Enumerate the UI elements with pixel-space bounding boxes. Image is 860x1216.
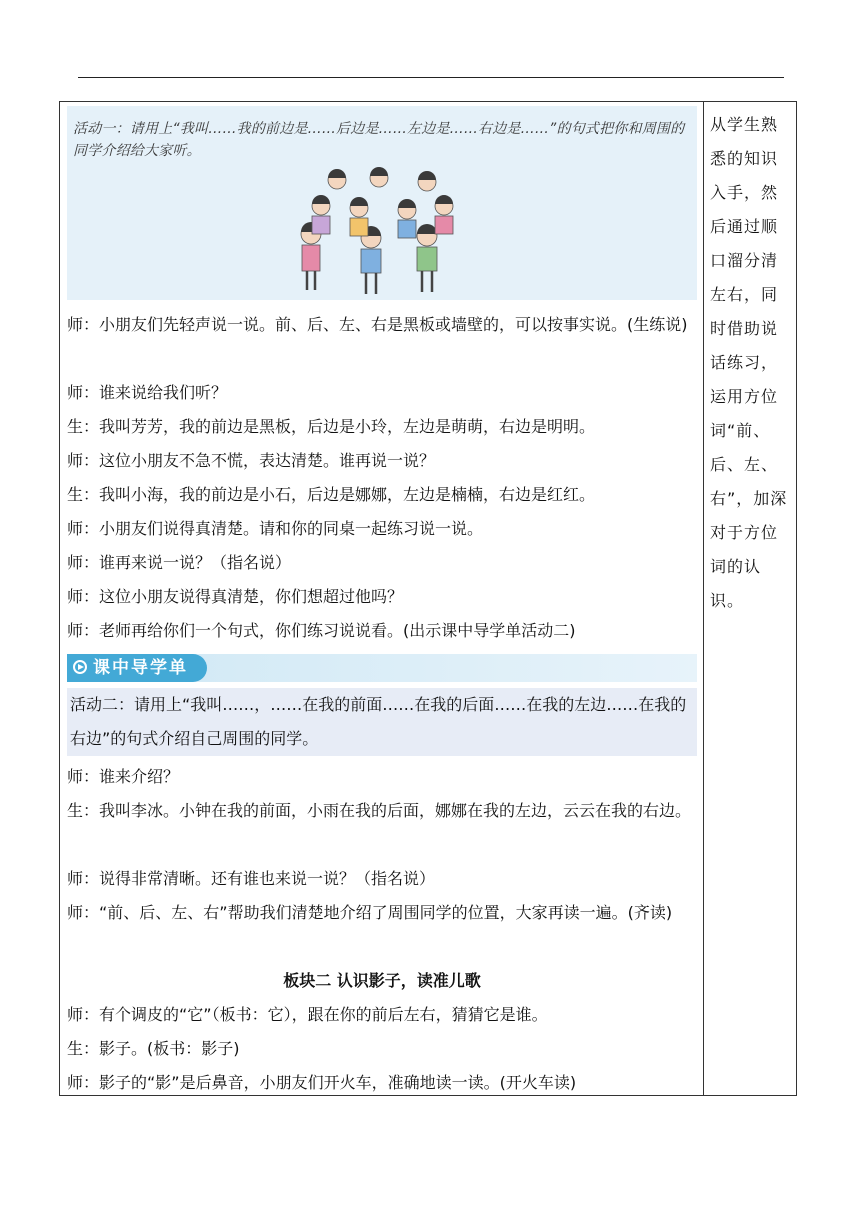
lesson-main-column — [67, 102, 697, 1095]
lesson-table — [59, 101, 797, 1096]
banner-tab — [67, 654, 207, 682]
dialogue-line: 师：说得非常清晰。还有谁也来说一说？（指名说） — [67, 869, 436, 888]
dialogue-line: 师：这位小朋友不急不慌，表达清楚。谁再说一说？ — [67, 451, 436, 470]
header-rule — [78, 77, 784, 78]
dialogue-line: 师：影子的“影”是后鼻音，小朋友们开火车，准确地读一读。(开火车读) — [67, 1073, 577, 1092]
activity2-box — [67, 688, 697, 756]
dialogue-line: 师：谁再来说一说？（指名说） — [67, 553, 292, 572]
dialogue-line: 师：“前、后、左、右”帮助我们清楚地介绍了周围同学的位置，大家再读一遍。(齐读) — [67, 903, 673, 922]
activity1-box — [67, 106, 697, 300]
dialogue-line: 师：小朋友们先轻声说一说。前、后、左、右是黑板或墙壁的，可以按事实说。(生练说) — [67, 315, 688, 334]
side-note: 从学生熟悉的知识入手，然后通过顺口溜分清左右，同时借助说话练习，运用方位词“前、后、左、右”，加深对于方位词的认识。 — [710, 115, 788, 610]
dialogue-line: 师：老师再给你们一个句式，你们练习说说看。(出示课中导学单活动二) — [67, 621, 576, 640]
dialogue-line: 生：我叫芳芳，我的前边是黑板，后边是小玲，左边是萌萌，右边是明明。 — [67, 417, 596, 436]
dialogue-line: 师：这位小朋友说得真清楚，你们想超过他吗？ — [67, 587, 404, 606]
children-standing-illustration — [299, 166, 469, 300]
dialogue-line: 师：小朋友们说得真清楚。请和你的同桌一起练习说一说。 — [67, 519, 484, 538]
activity1-text: 活动一：请用上“我叫……我的前边是……后边是……左边是……右边是……”的句式把你和周围的同学介绍给大家听。 — [73, 121, 685, 159]
dialogue-line: 师：谁来介绍？ — [67, 767, 180, 786]
banner-label: 课中导学单 — [93, 658, 188, 678]
dialogue-line: 师：有个调皮的“它”（板书：它），跟在你的前后左右，猜猜它是谁。 — [67, 1005, 548, 1024]
dialogue-line: 师：谁来说给我们听？ — [67, 383, 228, 402]
dialogue-line: 生：我叫李冰。小钟在我的前面，小雨在我的后面，娜娜在我的左边，云云在我的右边。 — [67, 801, 692, 820]
dialogue-line: 生：影子。(板书：影子) — [67, 1039, 240, 1058]
guide-sheet-banner — [67, 654, 697, 682]
column-divider — [703, 102, 704, 1095]
section-title: 板块二 认识影子，读准儿歌 — [283, 971, 481, 990]
dialogue-line: 生：我叫小海，我的前边是小石，后边是娜娜，左边是楠楠，右边是红红。 — [67, 485, 596, 504]
activity2-text: 活动二：请用上“我叫……，……在我的前面……在我的后面……在我的左边……在我的右边”的句式介绍自己周围的同学。 — [70, 695, 687, 748]
play-circle-icon — [73, 660, 87, 674]
